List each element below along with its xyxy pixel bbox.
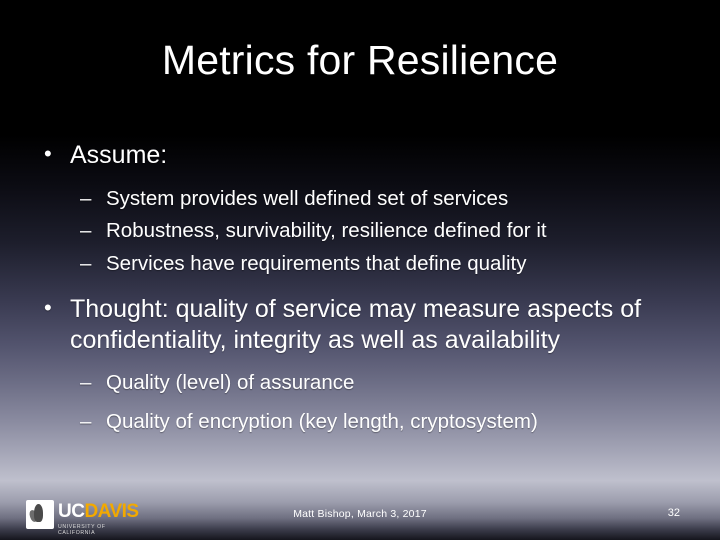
bullet-text: Thought: quality of service may measure aspects of confidentiality, integrity as well as availability xyxy=(70,295,642,354)
sub-bullet-item xyxy=(34,251,694,277)
dash-glyph: – xyxy=(80,371,92,395)
bullet-glyph: • xyxy=(44,295,52,321)
sub-bullet-text: Robustness, survivability, resilience defined for it xyxy=(106,219,547,243)
dash-glyph: – xyxy=(80,219,92,243)
logo-uc-text: UC xyxy=(58,501,85,522)
footer-attribution: Matt Bishop, March 3, 2017 xyxy=(293,508,427,520)
sub-bullet-item xyxy=(34,186,694,212)
dash-glyph: – xyxy=(80,410,92,433)
spacer xyxy=(34,283,694,294)
page-number: 32 xyxy=(667,507,680,519)
bullet-item xyxy=(34,140,694,171)
sub-bullet-text: Services have requirements that define quality xyxy=(106,251,527,275)
sub-bullet-item xyxy=(34,409,694,435)
dash-glyph: – xyxy=(80,186,92,210)
bullet-item xyxy=(34,294,694,355)
page-title: Metrics for Resilience xyxy=(161,37,559,83)
bullet-text: Assume: xyxy=(70,141,168,169)
logo-subtitle: UNIVERSITY OF CALIFORNIA xyxy=(58,524,106,536)
sub-bullet-item xyxy=(34,218,694,244)
slide-body xyxy=(34,140,694,442)
sub-bullet-text: Quality (level) of assurance xyxy=(106,371,355,395)
sub-bullet-text: Quality of encryption (key length, cryptosystem) xyxy=(106,410,538,433)
sub-bullet-text: System provides well defined set of services xyxy=(106,186,509,210)
logo-davis-text: DAVIS xyxy=(84,501,139,522)
bullet-glyph: • xyxy=(44,141,52,166)
sub-bullet-item xyxy=(34,370,694,396)
dash-glyph: – xyxy=(80,251,92,275)
